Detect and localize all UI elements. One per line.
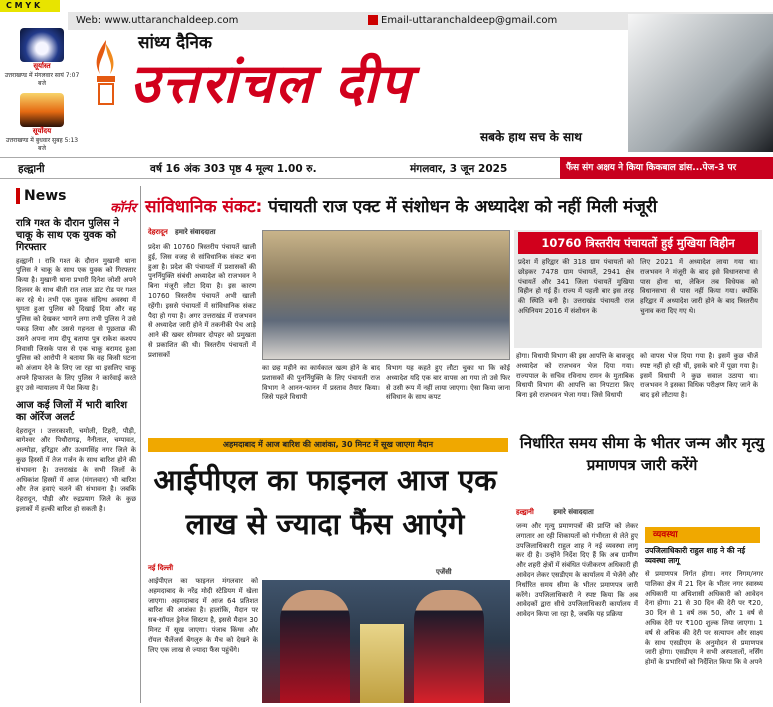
cmyk-strip: C M Y K xyxy=(0,0,60,12)
sunset-label: सूर्यास्त xyxy=(33,62,51,70)
lead-title: पंचायती राज एक्ट में संशोधन के अध्यादेश को नहीं मिली मंजूरी xyxy=(268,197,658,217)
sunrise-label: सूर्योदय xyxy=(32,127,52,135)
sun-timings xyxy=(4,28,80,156)
temple-sunrise-icon xyxy=(20,93,64,127)
lead-place: देहरादून xyxy=(148,228,168,236)
news-corner-column xyxy=(16,188,136,515)
lead-byline: हमारे संवाददाता xyxy=(175,228,216,236)
volume-price: वर्ष 16 अंक 303 पृष्ठ 4 मूल्य 1.00 रु. xyxy=(150,163,317,175)
email-address[interactable]: Email-uttaranchaldeep@gmail.com xyxy=(381,15,558,26)
celebrity-promo-photo[interactable] xyxy=(628,14,773,152)
lead-body-2: का छह महीने का कार्यकाल खत्म होने के बाद प्रशासकों की पुनर्नियुक्ति के लिए पंचायती राज विभाग ने आनन-फानन में प्रस्ताव तैयार किया। जिसे पहले विधायी xyxy=(262,364,380,402)
lamp-logo-icon xyxy=(86,36,126,108)
ipl-col xyxy=(148,548,258,707)
right-body-2: से प्रमाणपत्र निर्गत होगा। नगर निगम/नगर पालिका क्षेत्र में 21 दिन के भीतर नगर स्वास्थ्य अधिकारी या अधिशासी अधिकारी को आवेदन देना होगा। 21 से 30 दिन की देरी पर ₹20, 30 दिन से 1 वर्ष तक 50, और 1 वर्ष से अधिक देरी पर ₹100 शुल्क लिया जाएगा। 1 वर्ष से अधिक की देरी पर सत्यापन और साक्ष्य के साथ एसडीएम के अनुमोदन से प्रमाणपत्र जारी होगा। एसडीएम ने सभी अस्पतालों, नर्सिंग होमों के प्रभारियों को निर्देशित किया कि वे अपने xyxy=(645,570,763,667)
tagline: सबके हाथ सच के साथ xyxy=(480,130,582,144)
ticker[interactable]: फैंस संग अक्षय ने किया किकबाल डांस...पेज-3 पर xyxy=(560,157,773,179)
right-dateline xyxy=(516,508,594,517)
ipl-headline[interactable]: आईपीएल का फाइनल आज एक लाख से ज्यादा फैंस आएंगे xyxy=(153,463,497,541)
ipl-body: आईपीएल का फाइनल मंगलवार को अहमदाबाद के नरेंद्र मोदी स्टेडियम में खेला जाएगा। अहमदाबाद में आज 64 प्रतिशत बारिश की आशंका है। हालांकि, मैदान पर सब-सॉयल ड्रेनेज सिस्टम है, इससे मैदान 30 मिनट में सूख जाएगा। पंजाब किंग्स और रॉयल चैलेंजर्स बेंगलुरु के मैच को देखने के लिए एक लाख से ज्यादा फैंस पहुंचेंगे। xyxy=(148,577,258,654)
left-headline-1[interactable]: रात्रि गश्त के दौरान पुलिस ने चाकू के साथ एक युवक को गिरफ्तार xyxy=(16,217,119,253)
vyavastha-text: उपजिलाधिकारी राहुल शाह ने की नई व्यवस्था लागू xyxy=(645,546,746,565)
right-byline: हमारे संवाददाता xyxy=(553,508,594,516)
news-label: News xyxy=(24,187,67,204)
email-icon xyxy=(368,15,378,25)
left-story-2: देहरादून । उत्तरकाशी, चमोली, टिहरी, पौड़ी, बागेश्वर और पिथौरागढ़, नैनीताल, चम्पावत, अल्मोड़ा, हरिद्वार और ऊधमसिंह नगर जिले के कुछ हिस्सों में तेज गर्जन के साथ बारिश होने की संभावना है। उत्तराखंड के सभी जिलों के अधिकांश हिस्सों में आज (मंगलवार) भी बारिश और तेज हवाएं चलने की संभावना है। जबकि देहरादून, पौड़ी और रुद्रप्रयाग जिले के कुछ इलाकों में हल्की बारिश हो सकती है। xyxy=(16,426,136,514)
ipl-place: नई दिल्ली xyxy=(148,564,174,572)
right-body: जन्म और मृत्यु प्रमाणपत्रों की प्राप्ति को लेकर लगातार आ रही शिकायतों को गंभीरता से लेते हुए उपजिलाधिकारी राहुल शाह ने नई व्यवस्था लागू कर दी है। उन्होंने निर्देश दिए हैं कि अब ग्रामीण और शहरी क्षेत्रों में संबंधित पंजीकरण अधिकारी ही आवेदन लेकर एसडीएम के कार्यालय में भेजेंगे और निर्धारित समय सीमा के भीतर प्रमाणपत्र जारी करेंगे। उपजिलाधिकारी ने स्पष्ट किया कि अब आवेदकों द्वारा सीधे उपजिलाधिकारी कार्यालय में आवेदन किया जा रहा है, जबकि यह प्रक्रिया xyxy=(516,522,638,619)
trophy-icon xyxy=(360,624,404,703)
captains-trophy-photo[interactable] xyxy=(262,580,510,703)
moon-icon xyxy=(20,28,64,62)
corner-label: कॉर्नर xyxy=(110,201,136,216)
lead-body-5: को वापस भेज दिया गया है। इसमें कुछ चीजें स्पष्ट नहीं हो रही थीं, इसके बारे में पूछा गया है। इसमें विधायी ने कुछ सवाल उठाया था। राजभवन ने इसका विधिक परीक्षण किए जाने के बाद इसे लौटाया है। xyxy=(640,352,758,400)
lead-body-1: प्रदेश की 10760 त्रिस्तरीय पंचायतें खाली हुई, जिस वजह से सांविधानिक संकट बना हुआ है। प्रदेश की पंचायतों में प्रशासकों की पुनर्नियुक्ति संबंधी अध्यादेश को राजभवन ने बिना मंजूरी लौटा दिया है। इस कारण 10760 त्रिस्तरीय पंचायतें अभी खाली रहेंगी। इससे पंचायतों में सांविधानिक संकट पैदा हो गया है। अगर उत्तराखंड में राजभवन से अध्यादेश जारी होने में तकनीकी पेच आड़े आने की खबर सोमवार दोपहर को प्रमुखता से प्रकाशित की थी। त्रिस्तरीय पंचायतों में प्रशासकों xyxy=(148,243,256,359)
left-headline-2[interactable]: आज कई जिलों में भारी बारिश का ऑरेंज अलर्ट xyxy=(16,399,128,423)
lead-headline[interactable] xyxy=(145,192,755,222)
sidebox-body-1: प्रदेश में हरिद्वार की 318 ग्राम पंचायतों को छोड़कर 7478 ग्राम पंचायतें, 2941 क्षेत्र पंचायतें और 341 जिला पंचायतें मुखिया विहीन हो गई हैं। राज्य में पहली बार इस तरह की स्थिति बनी है। उत्तराखंड पंचायती राज अधिनियम 2016 में संशोधन के xyxy=(518,258,634,315)
ipl-byline: एजेंसी xyxy=(436,568,452,576)
divider xyxy=(140,186,141,703)
news-marker-icon xyxy=(16,188,20,204)
vyavastha-label: व्यवस्था xyxy=(645,527,760,543)
ipl-kicker-banner: अहमदाबाद में आज बारिश की आशंका, 30 मिनट में सूख जाएगा मैदान xyxy=(148,438,508,452)
player-2 xyxy=(414,590,484,703)
sandhya-dainik: सांध्य दैनिक xyxy=(138,33,212,53)
right-headline[interactable]: निर्धारित समय सीमा के भीतर जन्म और मृत्यु प्रमाणपत्र जारी करेंगे xyxy=(519,434,765,474)
player-1 xyxy=(280,590,350,703)
lead-body-3: विभाग यह कहते हुए लौटा चुका था कि कोई अध्यादेश यदि एक बार वापस आ गया तो उसे फिर से उसी रूप में नहीं लाया जाएगा। ऐसा किया जाना संविधान के साथ कपट xyxy=(386,364,510,402)
issue-date: मंगलवार, 3 जून 2025 xyxy=(410,163,508,175)
sidebox-title: 10760 त्रिस्तरीय पंचायतों हुई मुखिया विहीन xyxy=(518,232,758,254)
web-url[interactable]: Web: www.uttaranchaldeep.com xyxy=(76,15,239,26)
city: हल्द्वानी xyxy=(18,163,45,175)
lead-kicker: सांविधानिक संकट: xyxy=(145,197,263,217)
lead-col-1 xyxy=(148,228,256,443)
sunset-text: उत्तराखण्ड में मंगलवार सायं 7:07 बजे xyxy=(4,72,80,87)
lead-body-4: होगा। विधायी विभाग की इस आपत्ति के बावजूद अध्यादेश को राजभवन भेज दिया गया। राज्यपाल के सचिव रविनाथ रामन के मुताबिक विधायी विभाग की आपत्ति का निपटारा किए बिना इसे राजभवन भेजा गया। जिसे विधायी xyxy=(516,352,634,400)
meeting-photo[interactable] xyxy=(262,230,510,360)
left-story-1: हल्द्वानी । रात्रि गश्त के दौरान मुखानी थाना पुलिस ने चाकू के साथ एक युवक को गिरफ्तार किया है। मुखानी थाना प्रभारी दिनेश जोशी अपने दिलवर के साथ बीती रात लाल डाट रोड पर गश्त कर रहे थे। तभी एक युवक संदिग्ध अवस्था में घूमता हुआ पुलिस को दिखाई दिया और वह पुलिस को देखकर भागने लगा तभी पुलिस ने उसे पकड़ लिया और उससे गहनता से पूछताछ की उसने अपना नाम दीपू बताया पुत्र राकेश कश्यप निवासी जिसके पास से एक चाकू बरामद हुआ पुलिस को आरोपी ने बताया कि वह किसी घटना को अंजाम देने के लिए जा रहा था इसलिए चाकू अपने हिफाजत के लिए पुलिस ने कार्रवाई करते हुए उसे न्यायालय में पेश किया है। xyxy=(16,256,136,392)
right-place: हल्द्वानी xyxy=(516,508,534,516)
paper-name: उत्तरांचल दीप xyxy=(130,51,413,115)
sunrise-text: उत्तराखण्ड में बुधवार सुबह 5:13 बजे xyxy=(5,137,79,152)
sidebox-body-2: लिए 2021 में अध्यादेश लाया गया था। राजभवन ने मंजूरी के बाद इसे विधानसभा से पास होना था, लेकिन तब विधेयक को विधानसभा से पास नहीं किया गया। क्योंकि हरिद्वार में अध्यादेश जारी होने के बाद त्रिस्तरीय चुनाव करा दिए गए थे। xyxy=(640,258,758,315)
masthead xyxy=(130,30,585,113)
